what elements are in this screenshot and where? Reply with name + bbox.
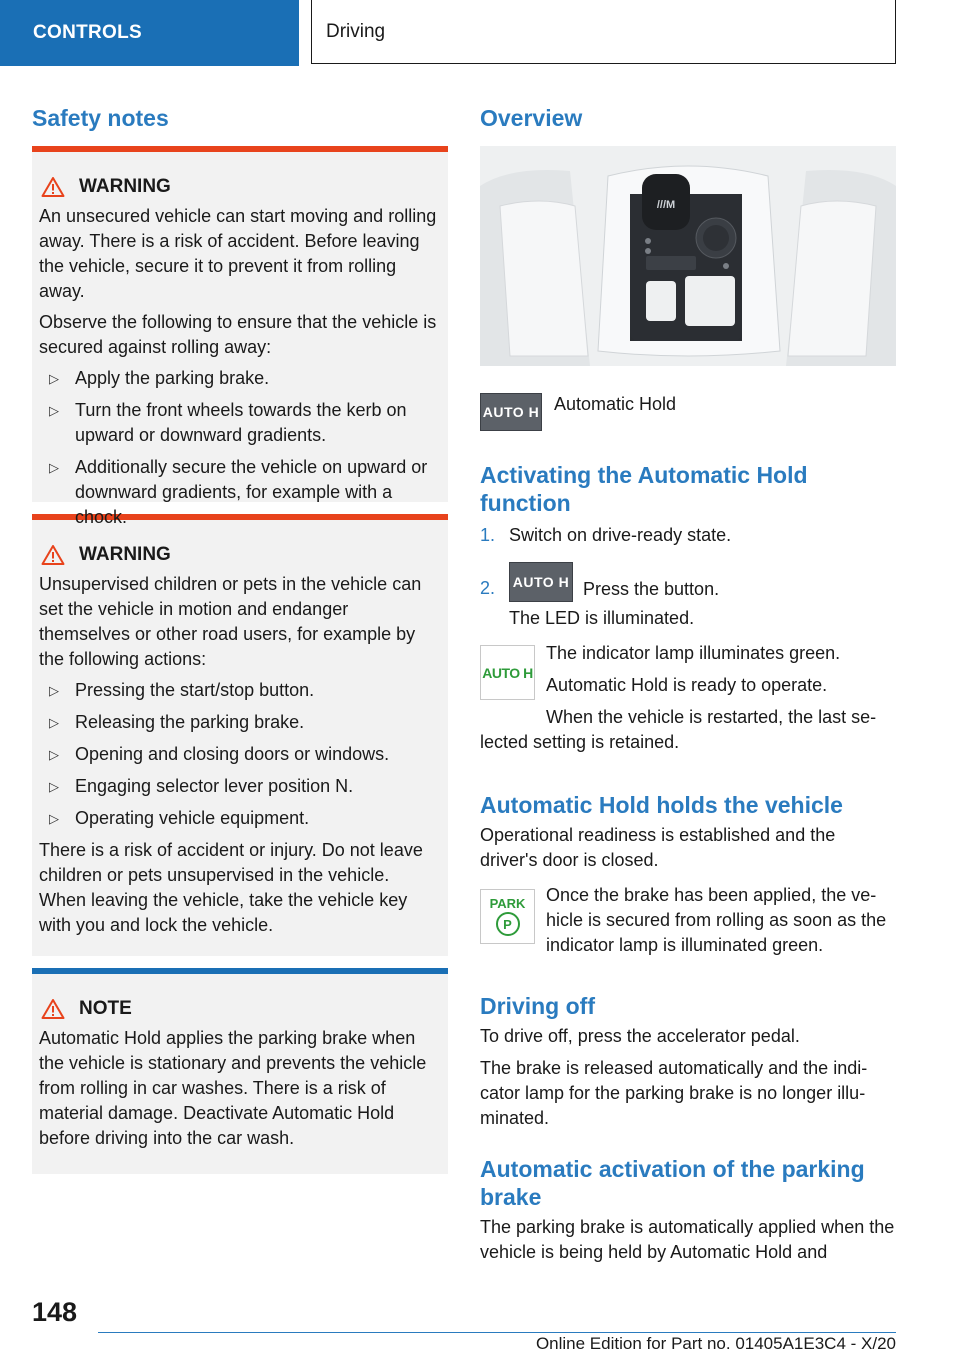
triangle-bullet-icon: ▷ xyxy=(49,811,59,826)
triangle-bullet-icon: ▷ xyxy=(49,403,59,418)
triangle-bullet-icon: ▷ xyxy=(49,460,59,475)
list-item: ▷ Apply the parking brake. xyxy=(39,366,440,391)
chapter-title: Driving xyxy=(311,0,896,64)
center-console-illustration xyxy=(480,146,896,366)
lamp-text: Automatic Hold is ready to operate. xyxy=(546,675,828,695)
warning-title xyxy=(39,544,440,566)
auto-hold-button-icon: AUTO H xyxy=(480,393,542,431)
auto-hold-button-icon: AUTO H xyxy=(509,562,573,602)
list-item: ▷ Pressing the start/stop button. xyxy=(39,678,440,703)
triangle-bullet-icon: ▷ xyxy=(49,779,59,794)
warning-box-unsecured xyxy=(32,146,448,527)
lamp-text: The indicator lamp illuminates green. xyxy=(546,643,841,663)
left-column xyxy=(32,100,448,1186)
auto-hold-lamp-block xyxy=(480,641,896,755)
triangle-bullet-icon: ▷ xyxy=(49,715,59,730)
lamp-text: When the vehicle is restarted, the last selected setting is retained. xyxy=(480,707,877,752)
edition-text: Online Edition for Part no. 01405A1E3C4 - X/20 xyxy=(535,1334,896,1353)
note-box-car-wash xyxy=(32,968,448,1174)
activation-heading: Automatic activation of the parking brake xyxy=(480,1156,865,1210)
page-number: 148 xyxy=(32,1297,78,1327)
list-item: ▷ Turn the front wheels towards the kerb on upward or downward gradients. xyxy=(49,400,407,445)
driving-text: To drive off, press the accelerator pedal. xyxy=(480,1026,800,1046)
list-item: ▷ Releasing the parking brake. xyxy=(39,710,440,735)
park-lamp-block xyxy=(480,885,896,958)
step-sub: The LED is illuminated. xyxy=(509,608,695,628)
park-indicator-lamp-icon: PARK P xyxy=(480,889,535,944)
warning-triangle-icon xyxy=(41,544,65,566)
holds-heading: Automatic Hold holds the vehicle xyxy=(480,792,843,818)
warning-triangle-icon xyxy=(41,176,65,198)
warning-list xyxy=(39,366,440,530)
triangle-bullet-icon: ▷ xyxy=(49,683,59,698)
svg-text:///M: ///M xyxy=(656,199,676,211)
safety-notes-heading: Safety notes xyxy=(32,105,169,131)
activation-steps xyxy=(480,523,896,631)
parking-brake-symbol: P xyxy=(496,912,520,936)
warning-text: An unsecured vehicle can start moving and rolling away. There is a risk of accident. Before leaving the vehicle, secure it to prevent it from rolling away. xyxy=(39,206,437,301)
auto-hold-indicator-lamp-icon: AUTO H xyxy=(480,645,535,700)
page-header xyxy=(0,0,960,66)
holds-text: Operational readiness is established and the driver's door is closed. xyxy=(480,825,836,870)
activating-heading: Activating the Automatic Hold function xyxy=(480,462,808,516)
warning-box-children xyxy=(32,514,448,956)
section-tab: CONTROLS xyxy=(0,0,299,66)
step-item: 2. AUTO H Press the button. The LED is illuminated. xyxy=(480,562,896,631)
note-text: Automatic Hold applies the parking brake when the vehicle is stationary and prevents the vehicle from rolling in car washes. There is a risk of material damage. Deactivate Automatic Hold before driving into the car wash. xyxy=(39,1028,427,1148)
driving-off-heading: Driving off xyxy=(480,993,595,1019)
note-label: NOTE xyxy=(79,998,132,1019)
triangle-bullet-icon: ▷ xyxy=(49,747,59,762)
activation-text: The parking brake is automatically applied when the vehicle is being held by Automatic Hold and xyxy=(480,1217,895,1262)
overview-heading: Overview xyxy=(480,105,583,131)
warning-label: WARNING xyxy=(79,544,171,565)
warning-title xyxy=(39,176,440,198)
warning-triangle-icon xyxy=(41,998,65,1020)
warning-text: Unsupervised children or pets in the vehicle can set the vehicle in motion and endanger themselves or other road users, for example by the following actions: xyxy=(39,574,422,669)
driving-text: The brake is released automatically and the indicator lamp for the parking brake is no longer illuminated. xyxy=(480,1058,868,1128)
warning-list xyxy=(39,678,440,831)
warning-label: WARNING xyxy=(79,176,171,197)
list-item: ▷ Opening and closing doors or windows. xyxy=(39,742,440,767)
footer-divider xyxy=(98,1332,896,1333)
list-item: ▷ Operating vehicle equipment. xyxy=(39,806,440,831)
right-column xyxy=(480,100,896,1265)
list-item: ▷ Engaging selector lever position N. xyxy=(39,774,440,799)
warning-text: There is a risk of accident or injury. Do not leave children or pets unsupervised in the vehicle. When leaving the vehicle, take the vehicle key with you and lock the vehicle. xyxy=(39,840,423,935)
holds-text: Once the brake has been applied, the vehicle is secured from rolling as soon as the indicator lamp is illuminated green. xyxy=(546,885,887,955)
note-title xyxy=(39,998,440,1020)
warning-text: Observe the following to ensure that the vehicle is secured against rolling away: xyxy=(39,312,437,357)
triangle-bullet-icon: ▷ xyxy=(49,371,59,386)
step-item: 1. Switch on drive-ready state. xyxy=(480,525,732,545)
list-item: ▷ Additionally secure the vehicle on upward or downward gradients, for example with a chock. xyxy=(49,457,428,527)
auto-hold-button-legend xyxy=(480,393,896,431)
button-caption: Automatic Hold xyxy=(554,394,677,414)
